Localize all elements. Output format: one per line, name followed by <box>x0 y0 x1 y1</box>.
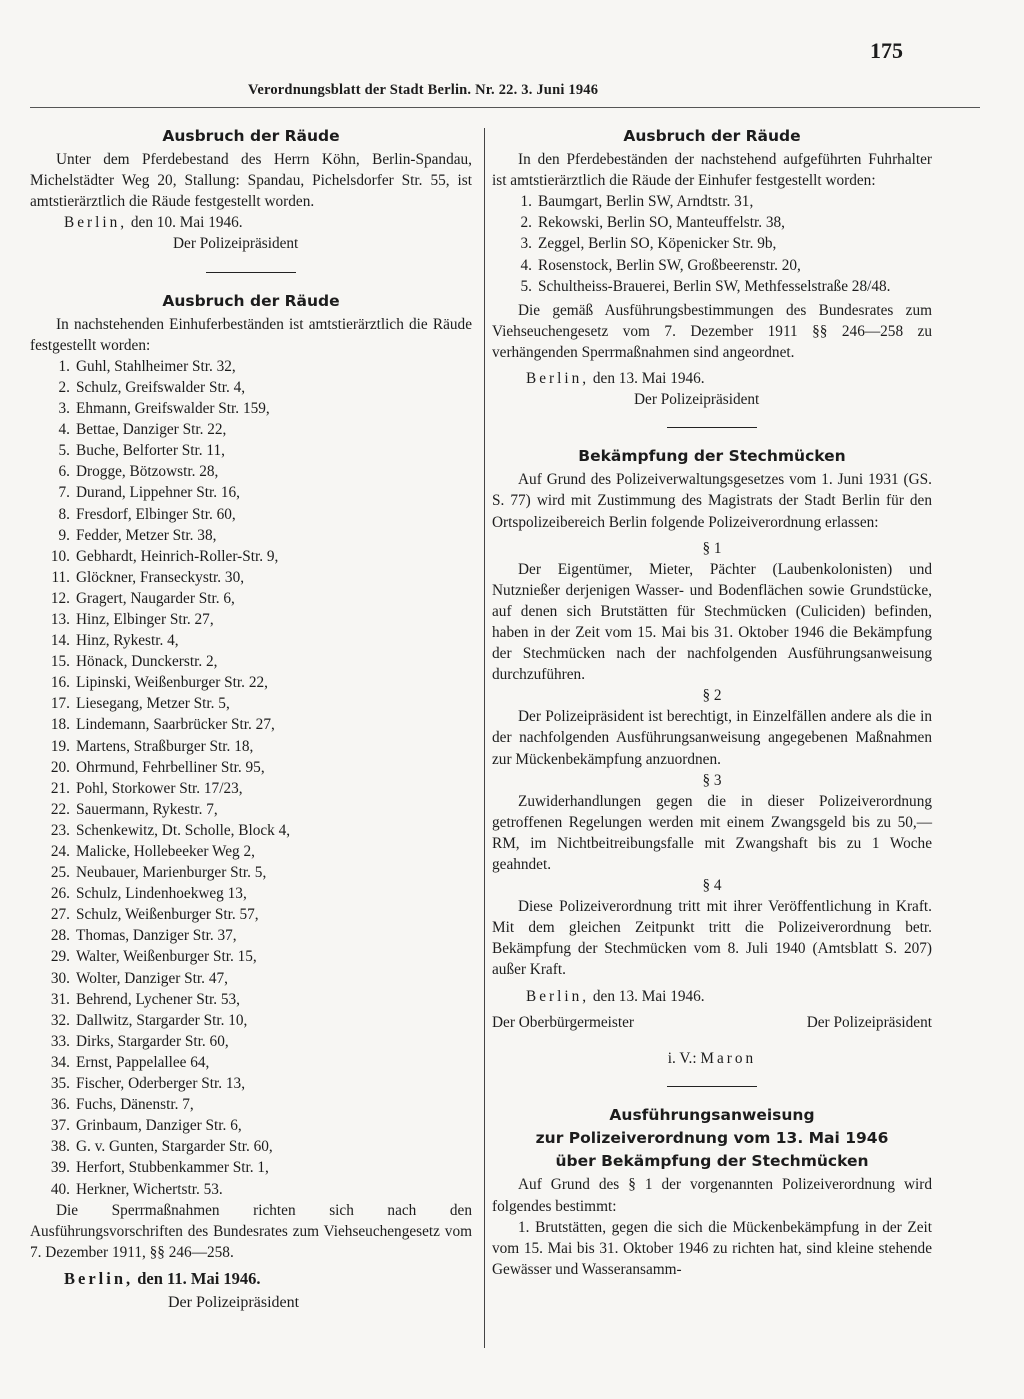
list-item <box>30 1094 472 1115</box>
section-separator <box>206 272 296 273</box>
item-text: Baumgart, Berlin SW, Arndtstr. 31, <box>538 193 754 211</box>
item-number: 6. <box>58 463 70 481</box>
item-number: 5. <box>58 442 70 460</box>
item-text: Herfort, Stubbenkammer Str. 1, <box>76 1159 269 1177</box>
item-number: 12. <box>50 589 70 607</box>
item-number: 35. <box>50 1075 70 1093</box>
list-item <box>492 255 932 276</box>
item-text: Schultheiss-Brauerei, Berlin SW, Methfesselstraße 28/48. <box>538 277 891 295</box>
list-item <box>30 356 472 377</box>
item-number: 32. <box>50 1011 70 1029</box>
list-item <box>30 799 472 820</box>
item-text: Hinz, Rykestr. 4, <box>76 632 179 650</box>
item-number: 29. <box>50 948 70 966</box>
section-separator <box>667 1086 757 1087</box>
right-column <box>492 124 932 1280</box>
section-separator <box>667 427 757 428</box>
list-item <box>30 757 472 778</box>
item-number: 1. <box>520 193 532 211</box>
ordinance-title: Bekämpfung der Stechmücken <box>578 447 846 466</box>
list-item <box>492 212 932 233</box>
list-item <box>30 1073 472 1094</box>
item-number: 8. <box>58 505 70 523</box>
item-text: Fischer, Oderberger Str. 13, <box>76 1075 246 1093</box>
list-item <box>30 630 472 651</box>
list-item <box>30 525 472 546</box>
list-item <box>30 1136 472 1157</box>
item-text: Gragert, Naugarder Str. 6, <box>76 589 235 607</box>
list-item <box>30 714 472 735</box>
fuhrhalter-list <box>492 191 932 296</box>
place: Berlin, <box>526 987 590 1005</box>
item-number: 9. <box>58 526 70 544</box>
ordinance-stechmuecken <box>492 446 932 1069</box>
signature-block <box>492 1012 932 1033</box>
left-column <box>30 124 472 1313</box>
instruction-item-1: 1. Brutstätten, gegen die sich die Mückenbekämpfung in der Zeit vom 15. Mai bis 31. Oktober 1946 zu richten hat, sind kleine stehende Gewässer und Wasseransamm- <box>492 1218 932 1278</box>
item-number: 19. <box>50 737 70 755</box>
list-item <box>30 904 472 925</box>
item-number: 25. <box>50 864 70 882</box>
list-item <box>30 588 472 609</box>
item-text: Lipinski, Weißenburger Str. 22, <box>76 674 268 692</box>
list-item <box>492 191 932 212</box>
paragraph-mark-1: § 1 <box>702 539 722 557</box>
item-text: Schulz, Greifswalder Str. 4, <box>76 378 246 396</box>
date: den 11. Mai 1946. <box>137 1268 261 1288</box>
place: Berlin, <box>64 214 128 232</box>
item-number: 3. <box>58 400 70 418</box>
item-text: Neubauer, Marienburger Str. 5, <box>76 864 267 882</box>
list-item <box>30 482 472 503</box>
item-number: 7. <box>58 484 70 502</box>
place: Berlin, <box>526 370 590 388</box>
list-item <box>30 672 472 693</box>
list-item <box>30 504 472 525</box>
instruction-title-1: Ausführungsanweisung <box>609 1106 815 1125</box>
item-text: Dallwitz, Stargarder Str. 10, <box>76 1011 248 1029</box>
item-number: 3. <box>520 235 532 253</box>
paragraph-2: Der Polizeipräsident ist berechtigt, in Einzelfällen andere als die in der nachfolgenden Ausführungsanweisung angegebenen Maßnahmen zur Mückenbekämpfung anzuordnen. <box>492 708 932 768</box>
list-item <box>30 925 472 946</box>
list-item <box>30 820 472 841</box>
item-text: Bettae, Danziger Str. 22, <box>76 421 227 439</box>
notice-raeude-fuhrhalter <box>492 126 932 410</box>
item-number: 2. <box>58 378 70 396</box>
item-number: 37. <box>50 1117 70 1135</box>
notice-intro: In nachstehenden Einhuferbeständen ist amtstierärztlich die Räude festgestellt worden: <box>30 315 472 354</box>
notice-intro: In den Pferdebeständen der nachstehend aufgeführten Fuhrhalter ist amtstierärztlich die Räude der Einhufer festgestellt worden: <box>492 151 932 190</box>
item-text: Hinz, Elbinger Str. 27, <box>76 610 214 628</box>
notice-title: Ausbruch der Räude <box>623 127 801 145</box>
column-divider <box>484 128 485 1348</box>
list-item <box>30 693 472 714</box>
item-text: Lindemann, Saarbrücker Str. 27, <box>76 716 275 734</box>
deputy-prefix: i. V.: <box>667 1050 697 1068</box>
item-number: 33. <box>50 1032 70 1050</box>
list-item <box>30 1010 472 1031</box>
instruction-stechmuecken <box>492 1105 932 1280</box>
item-number: 38. <box>50 1138 70 1156</box>
item-number: 2. <box>520 214 532 232</box>
ordinance-intro: Auf Grund des Polizeiverwaltungsgesetzes vom 1. Juni 1931 (GS. S. 77) wird mit Zustimmung des Magistrats der Stadt Berlin für den Ortspolizeibereich Berlin folgende Polizeiverordnung erlassen: <box>492 471 932 531</box>
list-item <box>30 946 472 967</box>
paragraph-1: Der Eigentümer, Mieter, Pächter (Laubenkolonisten) und Nutznießer derjenigen Wasser- und Bodenflächen sowie Grundstücke, auf denen sich Brutstätten für Stechmücken (Culiciden) befinden, haben in der Zeit vom 15. Mai bis 31. Oktober 1946 die Bekämpfung der Stechmücken nach der nachfolgenden Ausführungsanweisung durchzuführen. <box>492 560 932 684</box>
item-number: 16. <box>50 674 70 692</box>
item-number: 36. <box>50 1096 70 1114</box>
list-item <box>30 1031 472 1052</box>
list-item <box>30 546 472 567</box>
list-item <box>30 841 472 862</box>
place-date <box>492 986 932 1007</box>
list-item <box>30 419 472 440</box>
notice-title: Ausbruch der Räude <box>162 291 340 310</box>
item-text: Fresdorf, Elbinger Str. 60, <box>76 505 236 523</box>
item-text: Wolter, Danziger Str. 47, <box>76 969 228 987</box>
item-text: Ehmann, Greifswalder Str. 159, <box>76 400 270 418</box>
item-number: 28. <box>50 927 70 945</box>
paragraph-4: Diese Polizeiverordnung tritt mit ihrer Veröffentlichung in Kraft. Mit dem gleichen Zeitpunkt tritt die Polizeiverordnung betr. Bekämpfung der Stechmücken vom 8. Juli 1940 (Amtsblatt S. 207) außer Kraft. <box>492 898 932 979</box>
notice-closing: Die gemäß Ausführungsbestimmungen des Bundesrates zum Viehseuchengesetz vom 7. Dezember 1911 §§ 246—258 zu verhängenden Sperrmaßnahmen sind angeordnet. <box>492 301 932 361</box>
list-item <box>492 276 932 297</box>
stable-list <box>30 356 472 1200</box>
item-number: 39. <box>50 1159 70 1177</box>
item-text: Fedder, Metzer Str. 38, <box>76 526 217 544</box>
item-text: Gebhardt, Heinrich-Roller-Str. 9, <box>76 547 279 565</box>
header-rule <box>30 107 980 108</box>
list-item <box>30 651 472 672</box>
item-number: 24. <box>50 843 70 860</box>
list-item <box>30 377 472 398</box>
item-number: 5. <box>520 277 532 295</box>
item-text: Drogge, Bötzowstr. 28, <box>76 463 219 481</box>
list-item <box>30 989 472 1010</box>
item-text: Guhl, Stahlheimer Str. 32, <box>76 357 236 375</box>
authority: Der Polizeipräsident <box>173 235 299 253</box>
signature-mayor: Der Oberbürgermeister <box>492 1013 635 1031</box>
place-date <box>492 368 932 389</box>
item-number: 40. <box>50 1180 70 1198</box>
item-text: Durand, Lippehner Str. 16, <box>76 484 240 502</box>
item-number: 34. <box>50 1053 70 1071</box>
item-number: 10. <box>50 547 70 565</box>
list-item <box>30 609 472 630</box>
item-number: 17. <box>50 695 70 713</box>
item-number: 23. <box>50 821 70 839</box>
list-item <box>30 862 472 883</box>
list-item <box>30 883 472 904</box>
list-item <box>30 1179 472 1200</box>
item-text: Pohl, Storkower Str. 17/23, <box>76 779 243 797</box>
item-text: Rekowski, Berlin SO, Manteuffelstr. 38, <box>538 214 785 232</box>
item-text: Schenkewitz, Dt. Scholle, Block 4, <box>76 821 291 839</box>
item-text: Zeggel, Berlin SO, Köpenicker Str. 9b, <box>538 235 777 253</box>
item-text: Glöckner, Franseckystr. 30, <box>76 568 245 586</box>
signature-deputy <box>492 1048 932 1069</box>
authority: Der Polizeipräsident <box>168 1293 300 1311</box>
item-number: 4. <box>58 421 70 439</box>
list-item <box>30 778 472 799</box>
item-number: 27. <box>50 906 70 924</box>
item-number: 18. <box>50 716 70 734</box>
item-number: 20. <box>50 758 70 776</box>
item-text: Martens, Straßburger Str. 18, <box>76 737 254 755</box>
item-text: Liesegang, Metzer Str. 5, <box>76 695 230 713</box>
instruction-title-2: zur Polizeiverordnung vom 13. Mai 1946 <box>535 1129 889 1148</box>
paragraph-mark-4: § 4 <box>702 877 722 895</box>
item-number: 11. <box>51 568 70 586</box>
item-text: G. v. Gunten, Stargarder Str. 60, <box>76 1138 273 1156</box>
item-number: 31. <box>50 990 70 1008</box>
item-text: Behrend, Lychener Str. 53, <box>76 990 240 1008</box>
paragraph-mark-3: § 3 <box>702 771 722 789</box>
deputy-name: Maron <box>700 1050 757 1068</box>
list-item <box>30 1052 472 1073</box>
notice-title: Ausbruch der Räude <box>162 127 340 145</box>
notice-body: Unter dem Pferdebestand des Herrn Köhn, Berlin-Spandau, Michelstädter Weg 20, Stallung: Spandau, Pichelsdorfer Str. 55, ist amtstierärztlich die Räude festgestellt worden. <box>30 151 472 211</box>
list-item <box>492 233 932 254</box>
item-text: Fuchs, Dänenstr. 7, <box>76 1096 194 1114</box>
list-item <box>30 398 472 419</box>
item-text: Thomas, Danziger Str. 37, <box>76 927 237 945</box>
authority: Der Polizeipräsident <box>634 391 760 409</box>
item-text: Sauermann, Rykestr. 7, <box>76 800 218 818</box>
item-number: 26. <box>50 885 70 903</box>
item-number: 30. <box>50 969 70 987</box>
instruction-title-3: über Bekämpfung der Stechmücken <box>555 1152 869 1171</box>
notice-raeude-koehn <box>30 126 472 255</box>
item-text: Herkner, Wichertstr. 53. <box>76 1180 223 1198</box>
item-number: 21. <box>50 779 70 797</box>
item-number: 4. <box>520 256 532 274</box>
date: den 10. Mai 1946. <box>130 214 243 232</box>
item-number: 22. <box>50 800 70 818</box>
date: den 13. Mai 1946. <box>592 370 705 388</box>
item-text: Ohrmund, Fehrbelliner Str. 95, <box>76 758 265 776</box>
paragraph-3: Zuwiderhandlungen gegen die in dieser Polizeiverordnung getroffenen Regelungen werden mit einem Zwangsgeld bis zu 50,— RM, im Nichtbeitreibungsfalle mit Zwangshaft bis zu 1 Woche geahndet. <box>492 792 932 873</box>
item-text: Schulz, Weißenburger Str. 57, <box>76 906 259 924</box>
paragraph-mark-2: § 2 <box>702 687 722 705</box>
page-number: 175 <box>870 38 903 63</box>
place-date <box>30 212 472 233</box>
item-text: Rosenstock, Berlin SW, Großbeerenstr. 20, <box>538 256 801 274</box>
signature-police: Der Polizeipräsident <box>806 1013 932 1031</box>
list-item <box>30 736 472 757</box>
instruction-intro: Auf Grund des § 1 der vorgenannten Polizeiverordnung wird folgendes bestimmt: <box>492 1176 932 1215</box>
item-number: 14. <box>50 632 70 650</box>
item-text: Hönack, Dunckerstr. 2, <box>76 653 218 671</box>
item-text: Schulz, Lindenhoekweg 13, <box>76 885 247 903</box>
list-item <box>30 567 472 588</box>
item-number: 13. <box>50 610 70 628</box>
list-item <box>30 968 472 989</box>
place-date <box>30 1268 472 1289</box>
list-item <box>30 440 472 461</box>
running-head: Verordnungsblatt der Stadt Berlin. Nr. 22. 3. Juni 1946 <box>248 82 599 98</box>
item-text: Walter, Weißenburger Str. 15, <box>76 948 257 966</box>
item-text: Ernst, Pappelallee 64, <box>76 1053 210 1071</box>
place: Berlin, <box>64 1268 134 1288</box>
item-number: 15. <box>50 653 70 671</box>
list-item <box>30 1157 472 1178</box>
list-item <box>30 461 472 482</box>
item-number: 1. <box>58 357 70 375</box>
item-text: Malicke, Hollebeeker Weg 2, <box>76 843 256 860</box>
item-text: Grinbaum, Danziger Str. 6, <box>76 1117 242 1135</box>
notice-raeude-list <box>30 291 472 1314</box>
item-text: Buche, Belforter Str. 11, <box>76 442 225 460</box>
list-item <box>30 1115 472 1136</box>
date: den 13. Mai 1946. <box>592 987 705 1005</box>
item-text: Dirks, Stargarder Str. 60, <box>76 1032 229 1050</box>
notice-closing: Die Sperrmaßnahmen richten sich nach den Ausführungsvorschriften des Bundesrates zum Viehseuchengesetz vom 7. Dezember 1911, §§ 246—258. <box>30 1201 472 1261</box>
